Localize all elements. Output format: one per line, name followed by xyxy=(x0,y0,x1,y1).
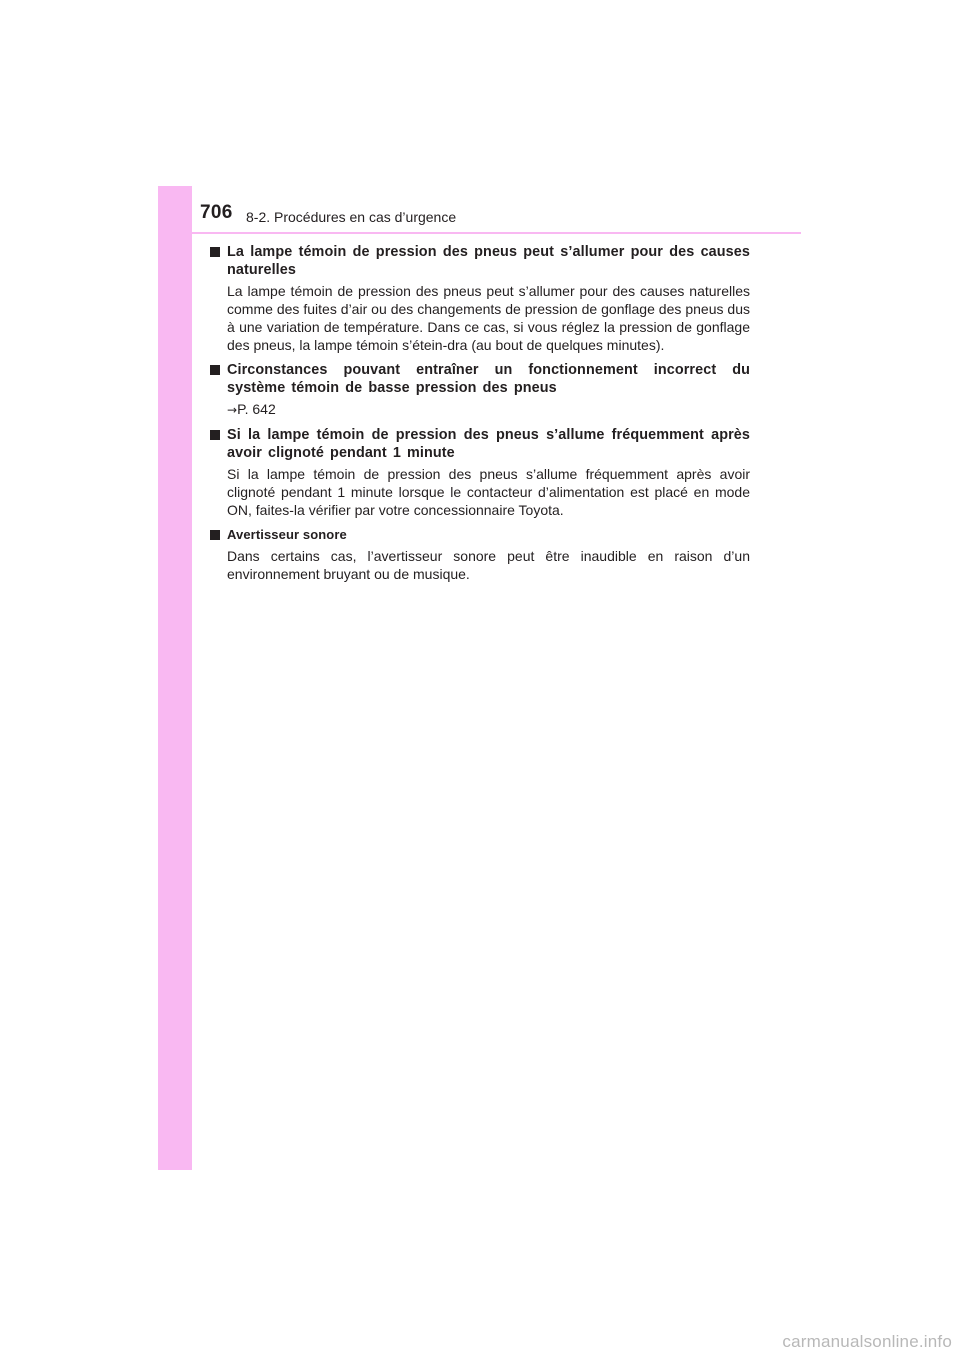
note-body: Si la lampe témoin de pression des pneus s’allume fréquemment après avoir clignoté pendant 1 minute lorsque le contacteur d’alimentation est placé en mode ON, faites-la vérifier par votre concessionnaire Toyota. xyxy=(227,466,750,518)
note-item-incorrect-operation xyxy=(210,361,750,419)
note-heading: Circonstances pouvant entraîner un fonctionnement incorrect du système témoin de basse pression des pneus xyxy=(227,362,750,396)
square-bullet-icon xyxy=(210,365,220,375)
note-heading: Avertisseur sonore xyxy=(227,527,347,542)
note-heading: Si la lampe témoin de pression des pneus s’allume fréquemment après avoir clignoté pendant 1 minute xyxy=(227,427,750,461)
page-number: 706 xyxy=(200,202,233,223)
page-reference-text: P. 642 xyxy=(237,401,276,417)
note-body: Dans certains cas, l’avertisseur sonore peut être inaudible en raison d’un environnement bruyant ou de musique. xyxy=(227,548,750,582)
main-content xyxy=(210,243,750,590)
note-item-frequent-lighting xyxy=(210,426,750,519)
note-item-tpms-natural-causes xyxy=(210,243,750,354)
note-item-buzzer xyxy=(210,526,750,583)
square-bullet-icon xyxy=(210,530,220,540)
note-heading: La lampe témoin de pression des pneus peut s’allumer pour des causes naturelles xyxy=(227,244,750,278)
square-bullet-icon xyxy=(210,247,220,257)
side-color-band xyxy=(158,186,192,1170)
watermark: carmanualsonline.info xyxy=(782,1332,952,1351)
header-divider xyxy=(192,232,801,234)
page-reference[interactable] xyxy=(227,400,750,419)
section-title: 8-2. Procédures en cas d’urgence xyxy=(246,209,457,225)
arrow-right-icon: → xyxy=(227,403,238,417)
note-body: La lampe témoin de pression des pneus peut s’allumer pour des causes naturelles comme des fuites d’air ou des changements de pression de gonflage des pneus dus à une variation de température. Dans ce cas, si vous réglez la pression de gonflage des pneus, la lampe témoin s’étein-dra (au bout de quelques minutes). xyxy=(227,283,750,353)
square-bullet-icon xyxy=(210,430,220,440)
